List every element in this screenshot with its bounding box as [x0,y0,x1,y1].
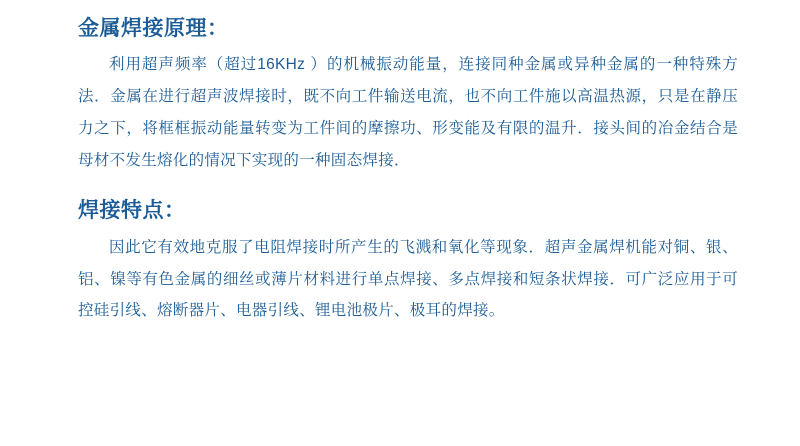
section-body-welding-principle: 利用超声频率（超过16KHz ）的机械振动能量，连接同种金属或异种金属的一种特殊方法．金属在进行超声波焊接时，既不向工件输送电流，也不向工件施以高温热源，只是在静压力之下，将框框振动能量转变为工件间的摩擦功、形变能及有限的温升．接头间的冶金结合是母材不发生熔化的情况下实现的一种固态焊接． [78,56,738,169]
section-heading-welding-principle: 金属焊接原理： [78,17,229,40]
slide-content [78,14,738,333]
section-welding-principle [78,14,738,176]
section-heading-welding-features: 焊接特点： [78,199,186,223]
section-welding-features [78,196,738,327]
section-body-welding-features: 因此它有效地克服了电阻焊接时所产生的飞溅和氧化等现象．超声金属焊机能对铜、银、铝、镍等有色金属的细丝或薄片材料进行单点焊接、多点焊接和短条状焊接．可广泛应用于可控硅引线、熔断器片、电器引线、锂电池极片、极耳的焊接。 [78,238,738,320]
